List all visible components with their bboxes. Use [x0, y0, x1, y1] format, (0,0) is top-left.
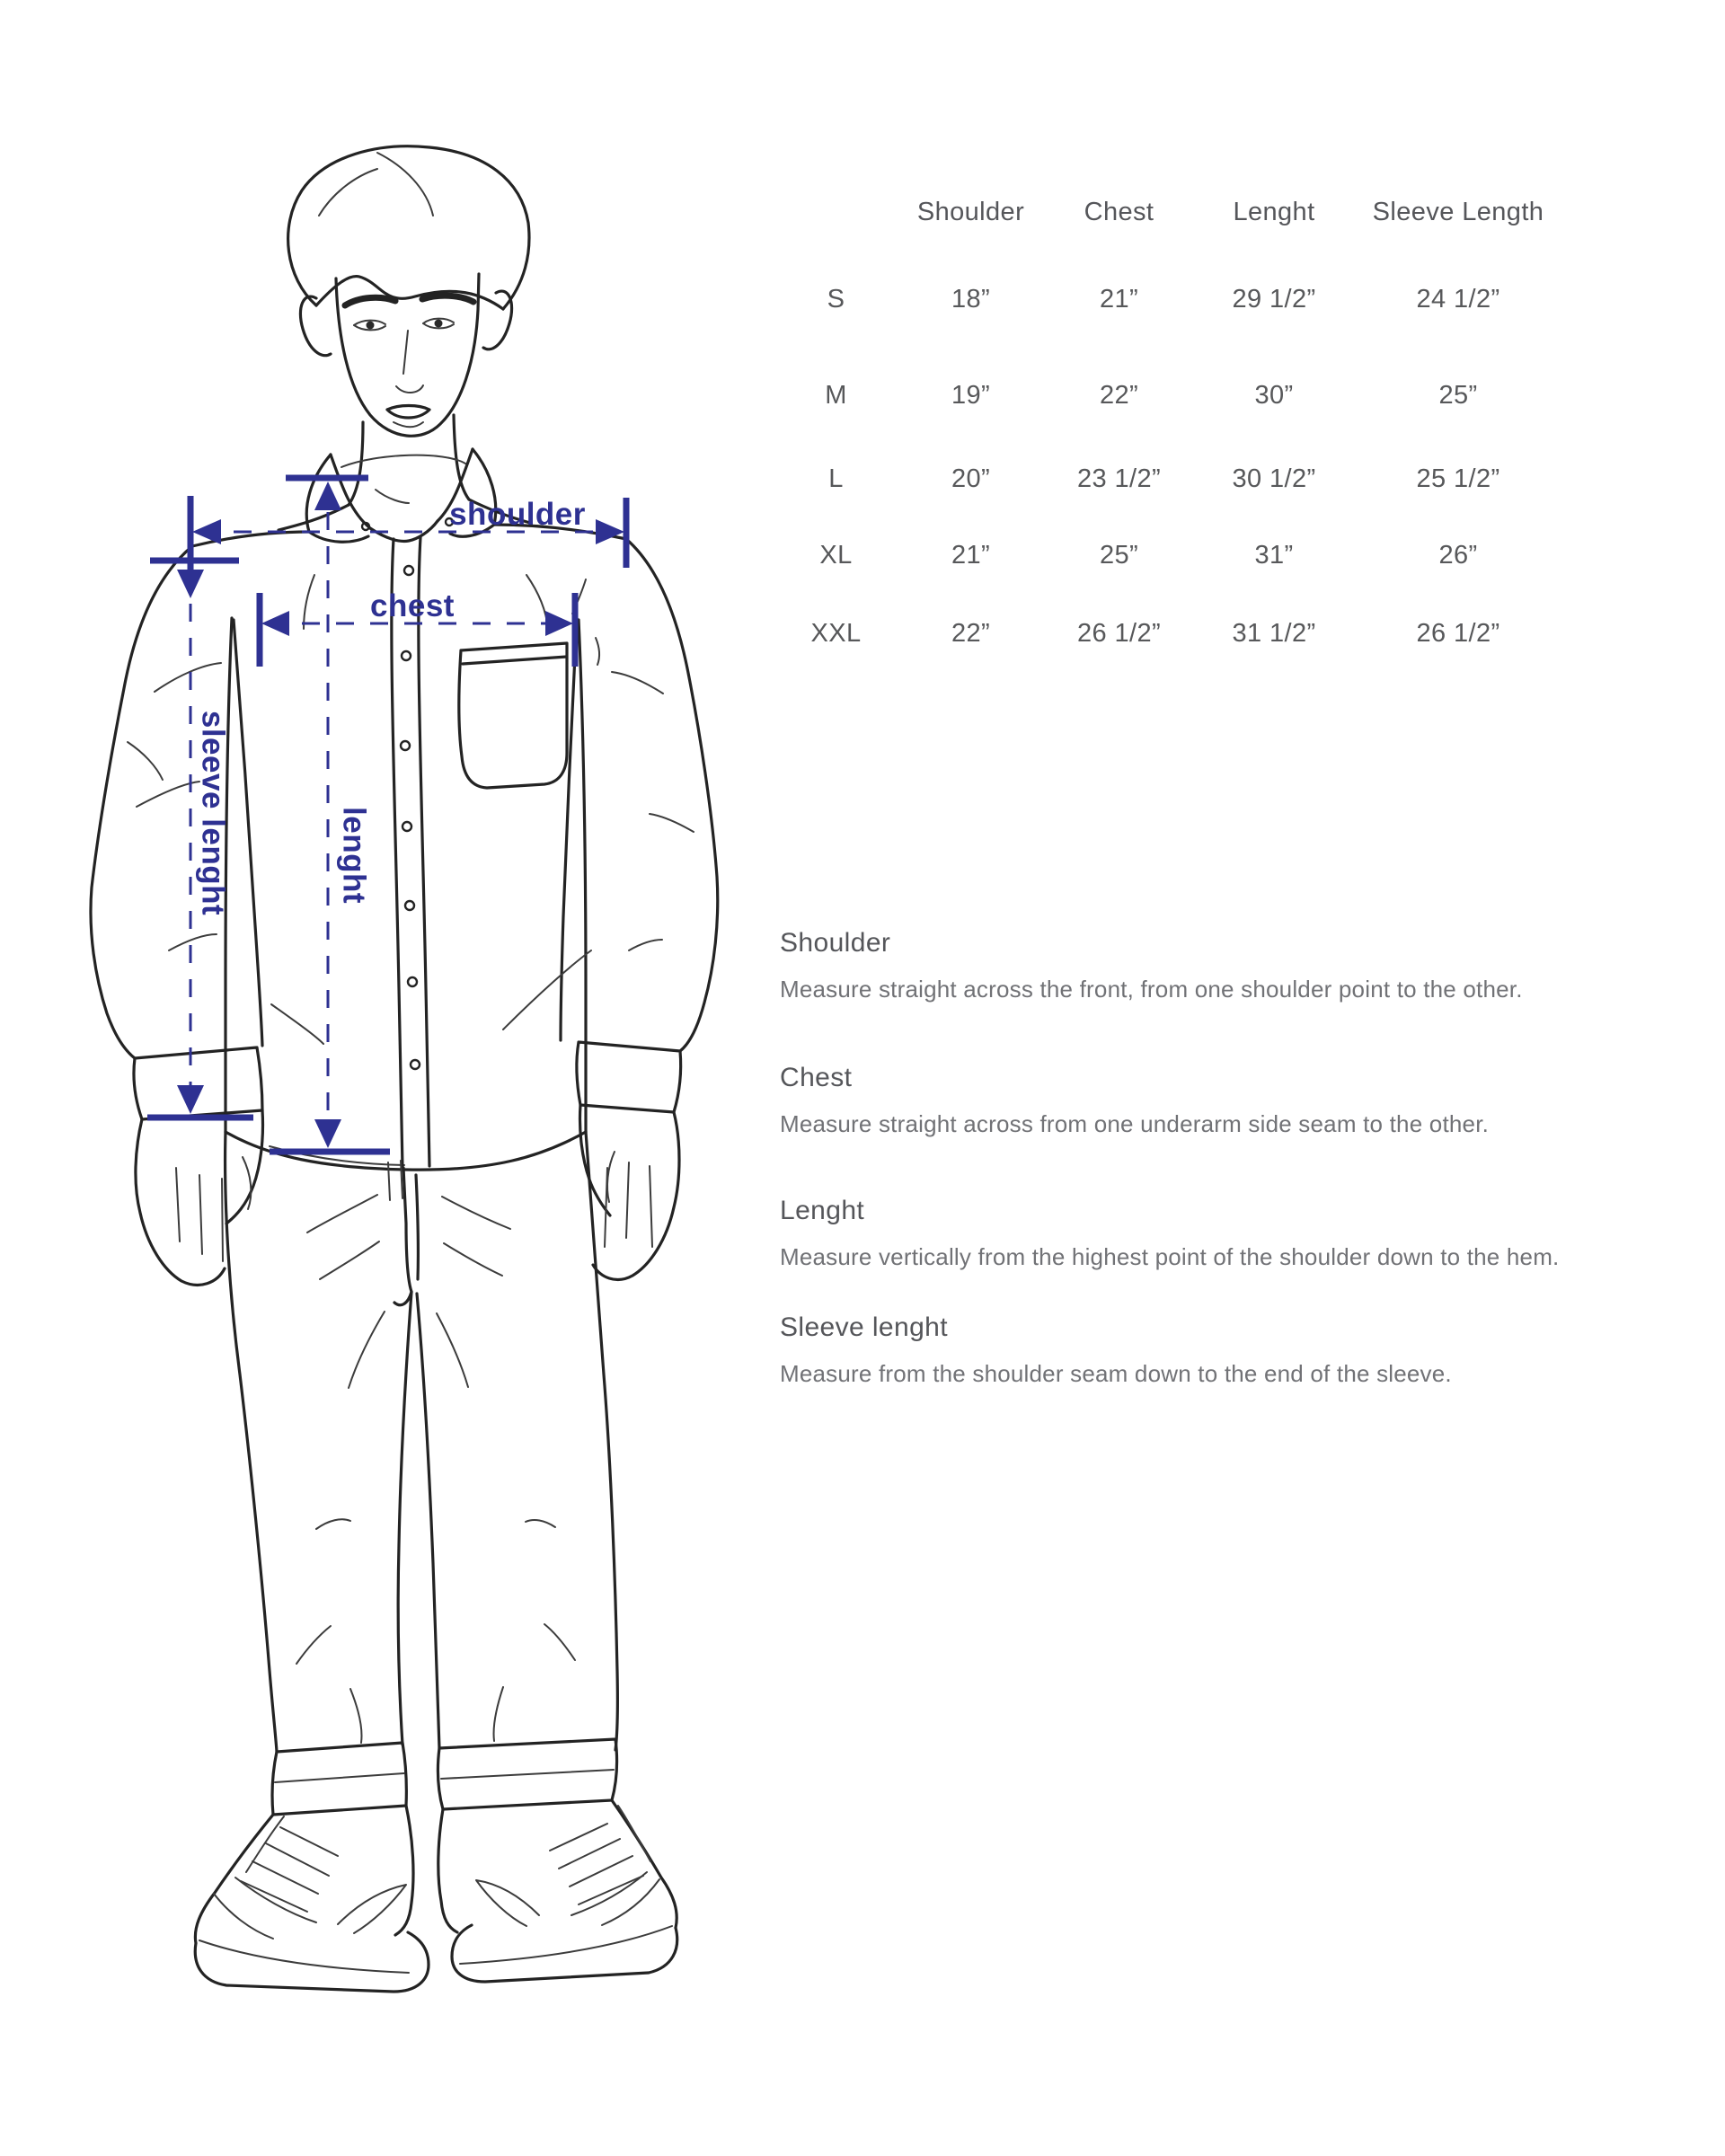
nose [396, 331, 423, 393]
table-row [771, 281, 1566, 317]
right-arm-outer [626, 539, 718, 1051]
value-chest: 26 1/2” [1076, 618, 1162, 648]
belt-loop [388, 1161, 402, 1200]
guide-section-lenght [780, 1195, 1678, 1272]
right-leg-inner [417, 1294, 439, 1748]
guide-section-chest [780, 1062, 1678, 1139]
arrowhead-down [177, 1085, 204, 1114]
value-lenght: 31 1/2” [1232, 618, 1316, 648]
guide-section-shoulder [780, 927, 1678, 1004]
value-sleeve-length: 25 1/2” [1416, 464, 1500, 493]
table-row [771, 461, 1566, 497]
column-header-lenght: Lenght [1233, 197, 1315, 226]
size-label: M [825, 380, 847, 410]
chest-pocket [459, 643, 567, 788]
right-leg-outer [586, 1132, 617, 1750]
guide-title: Sleeve lenght [780, 1312, 949, 1342]
collar-left [306, 455, 368, 542]
column-header-chest: Chest [1084, 197, 1154, 226]
right-inner-sleeve [561, 618, 577, 1040]
value-lenght: 31” [1254, 540, 1294, 570]
lips [387, 406, 429, 419]
jeans [226, 1132, 618, 1815]
right-shoe-swoosh [476, 1880, 539, 1926]
value-shoulder: 21” [951, 540, 991, 570]
guide-description: Measure vertically from the highest point of the shoulder down to the hem. [780, 1243, 1560, 1270]
arrowhead-down [314, 1119, 341, 1148]
left-cuff [134, 1047, 262, 1119]
value-chest: 21” [1099, 284, 1139, 314]
right-shoe [612, 1800, 677, 1928]
value-lenght: 29 1/2” [1232, 284, 1316, 314]
arrowhead-left [261, 611, 289, 636]
value-sleeve-length: 25” [1438, 380, 1478, 410]
size-label: XL [819, 540, 853, 570]
value-chest: 23 1/2” [1076, 464, 1162, 493]
size-label: S [827, 284, 845, 314]
table-row [771, 377, 1566, 413]
value-sleeve-length: 24 1/2” [1416, 284, 1500, 314]
neck-right [454, 415, 469, 499]
left-arm-outer [91, 546, 192, 1058]
left-eyebrow [345, 297, 395, 305]
man-line-drawing [91, 146, 718, 1992]
guide-title: Chest [780, 1063, 853, 1092]
arrowhead-right [596, 519, 624, 544]
fly [394, 1168, 418, 1305]
table-row [771, 615, 1566, 651]
value-shoulder: 18” [951, 284, 991, 314]
guide-description: Measure from the shoulder seam down to the end of the sleeve. [780, 1360, 1452, 1387]
size-chart-table [771, 0, 1570, 683]
value-chest: 25” [1099, 540, 1139, 570]
column-header-shoulder: Shoulder [916, 197, 1025, 226]
length-annotation-label: lenght [336, 807, 372, 904]
left-shoe-swoosh [338, 1885, 406, 1933]
shoulder-annotation-label: shoulder [449, 497, 586, 532]
left-shoe [195, 1815, 273, 1943]
placket [392, 537, 429, 1168]
sneakers [195, 1800, 677, 1992]
hair-outline [288, 146, 529, 309]
guide-description: Measure straight across from one underarm side seam to the other. [780, 1110, 1490, 1137]
left-leg-outer [226, 1132, 277, 1752]
value-shoulder: 19” [951, 380, 991, 410]
value-lenght: 30 1/2” [1232, 464, 1316, 493]
table-row [771, 537, 1566, 573]
chest-annotation-label: chest [370, 588, 455, 623]
guide-description: Measure straight across the front, from one shoulder point to the other. [780, 976, 1523, 1003]
arrowhead-up [314, 482, 341, 510]
left-shoe-laces [241, 1827, 338, 1912]
body-right-side [579, 620, 586, 1132]
size-label: L [828, 464, 844, 493]
arrowhead-right [545, 611, 573, 636]
value-sleeve-length: 26” [1438, 540, 1478, 570]
size-label: XXL [810, 618, 862, 648]
column-header-sleeve-length: Sleeve Length [1372, 197, 1544, 226]
value-lenght: 30” [1254, 380, 1294, 410]
right-shoe-laces [550, 1824, 643, 1904]
table-header-row [771, 194, 1566, 230]
guide-title: Lenght [780, 1196, 865, 1225]
left-shoe-sole [195, 1932, 429, 1992]
right-cuff [577, 1042, 681, 1112]
value-chest: 22” [1099, 380, 1139, 410]
value-sleeve-length: 26 1/2” [1416, 618, 1500, 648]
left-hand [136, 1119, 225, 1285]
sleeve-length-annotation-label: sleeve lenght [195, 710, 231, 916]
right-eyebrow [422, 296, 473, 302]
left-inner-sleeve [234, 620, 262, 1046]
collar-left-inner [331, 455, 370, 528]
value-shoulder: 20” [951, 464, 991, 493]
value-shoulder: 22” [951, 618, 991, 648]
guide-section-sleeve-lenght [780, 1312, 1678, 1389]
head [279, 146, 530, 530]
arrowhead-left [192, 519, 221, 544]
guide-title: Shoulder [780, 928, 891, 958]
left-leg-inner [398, 1292, 411, 1745]
